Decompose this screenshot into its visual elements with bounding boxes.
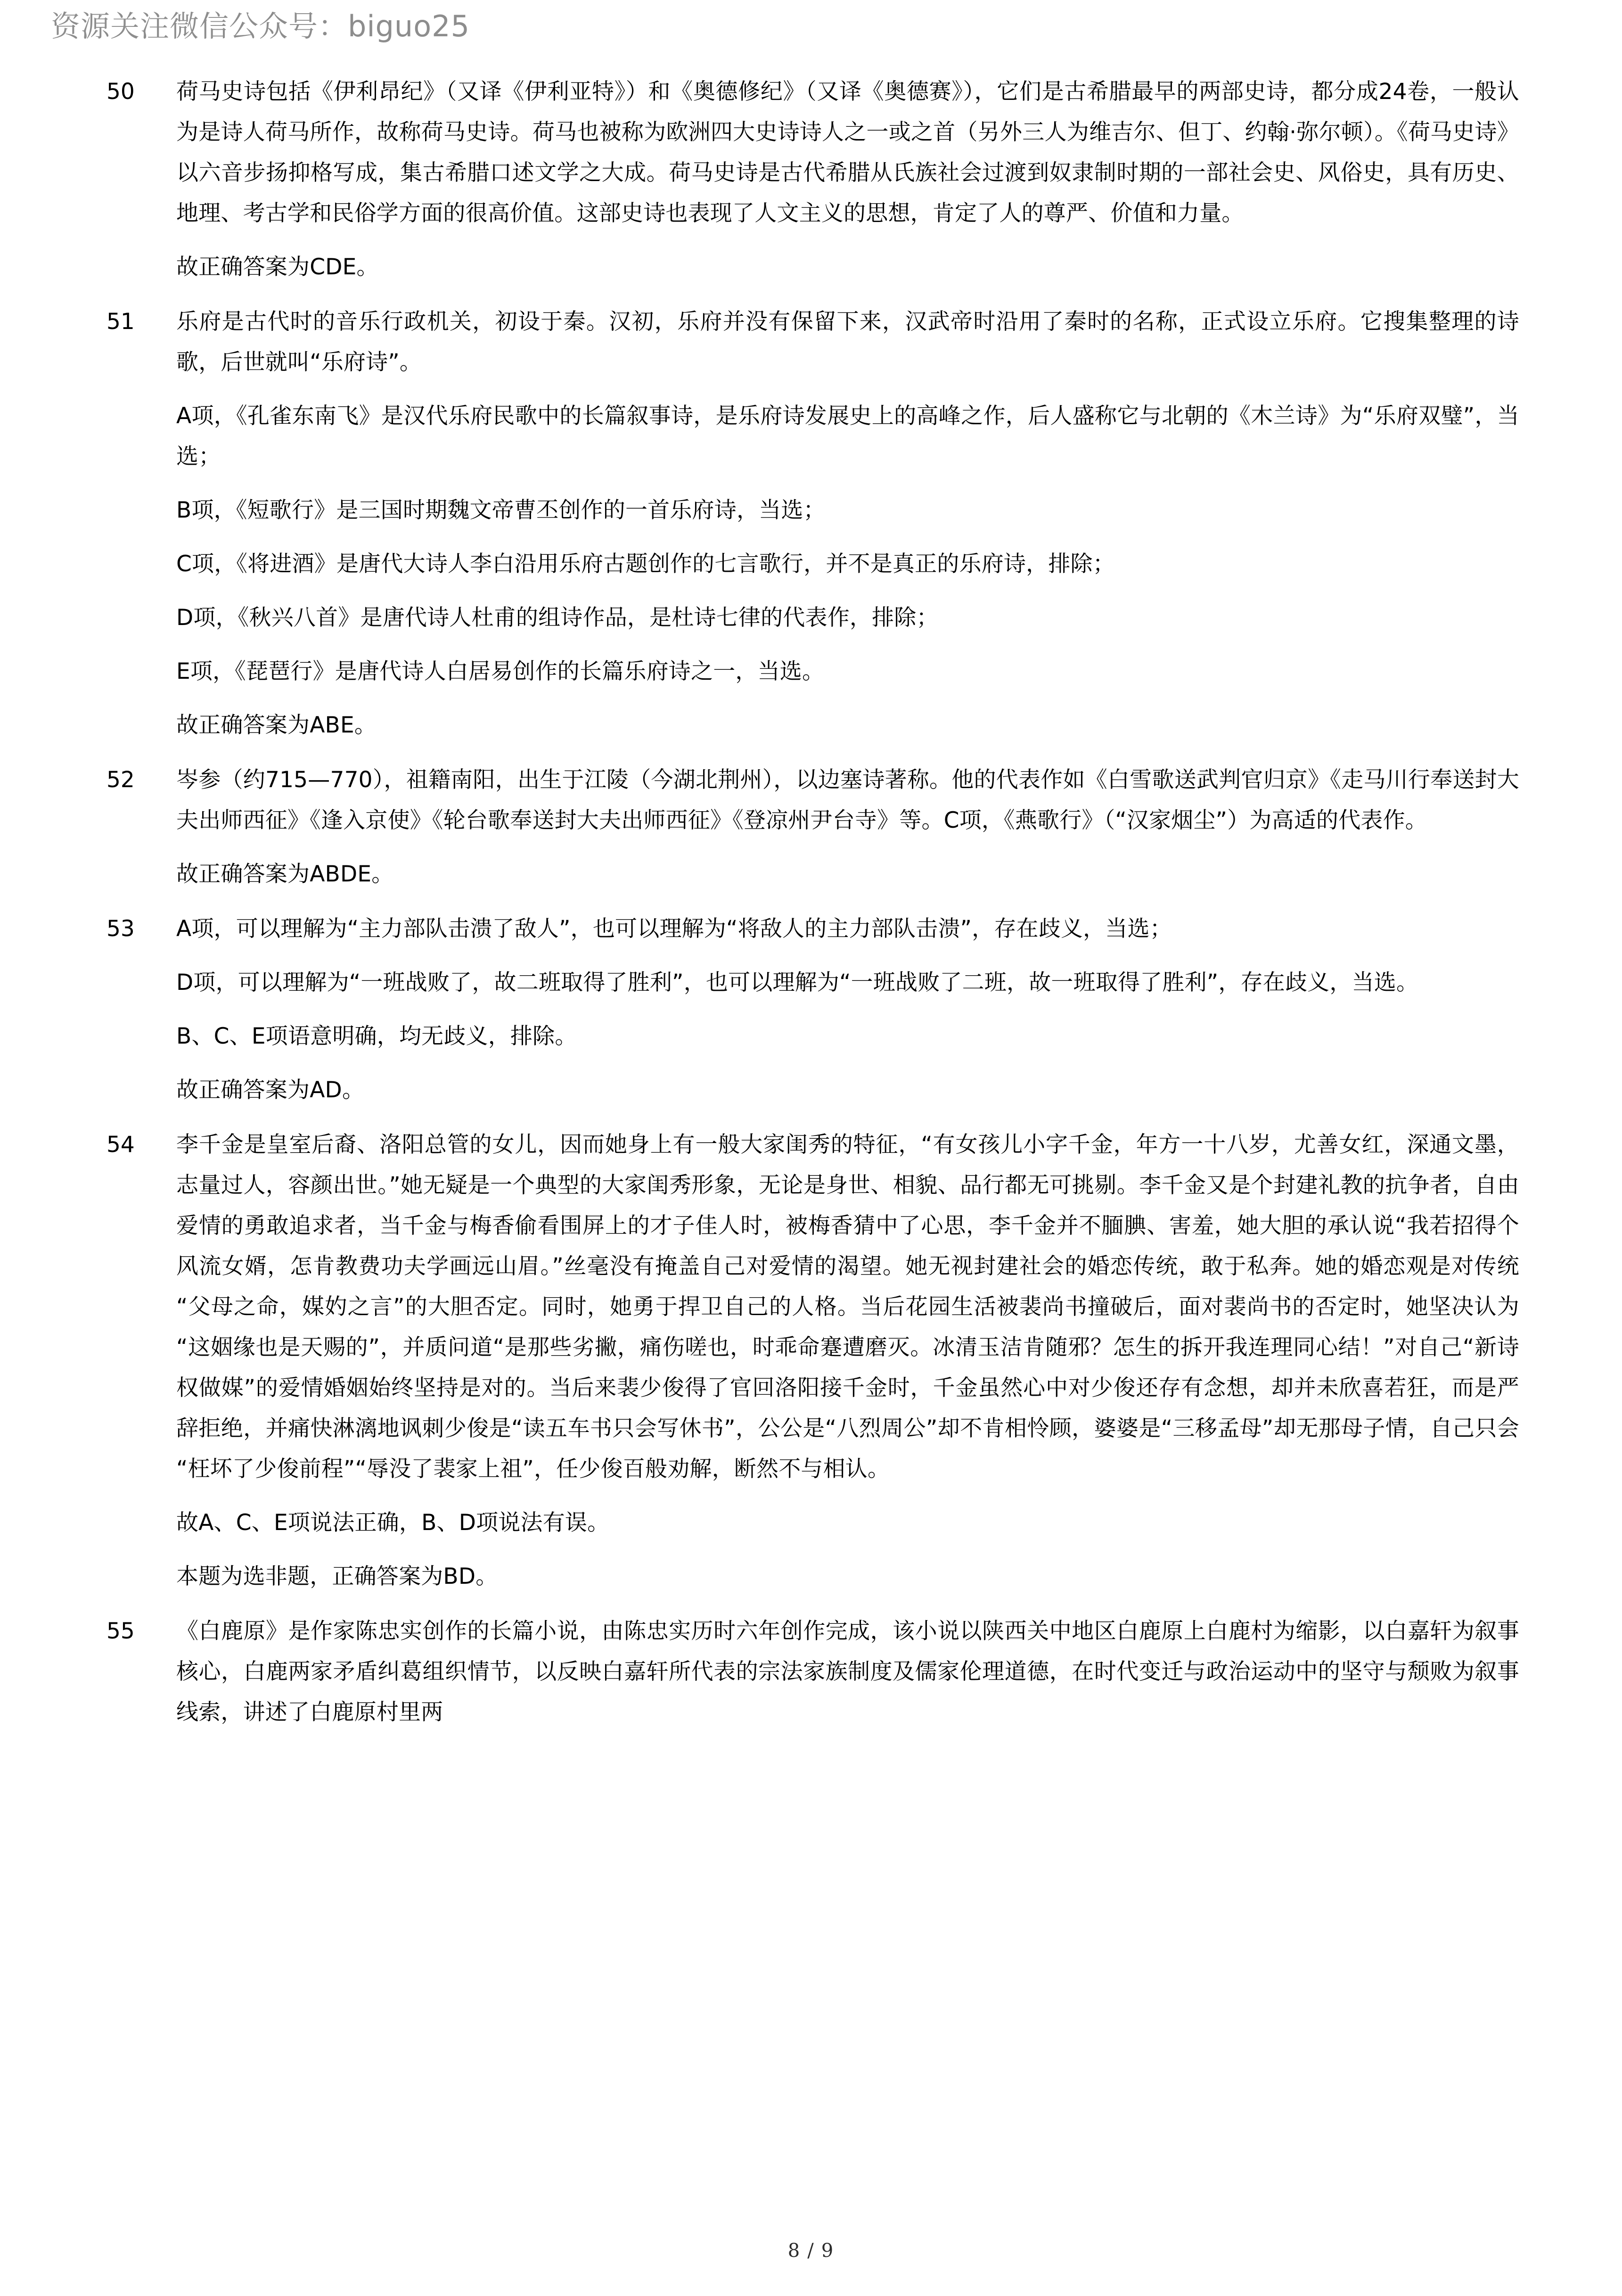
item-number: 52 [106,767,135,793]
item-option-bce: B、C、E项语意明确，均无歧义，排除。 [176,1023,577,1049]
item-paragraph: 乐府是古代时的音乐行政机关，初设于秦。汉初，乐府并没有保留下来，汉武帝时沿用了秦时的名称，正式设立乐府。它搜集整理的诗歌，后世就叫“乐府诗”。 [176,309,1519,375]
item-answer: 故正确答案为ABDE。 [176,861,394,887]
explanation-item [101,760,1519,895]
item-body [176,760,1519,895]
explanation-item [101,909,1519,1111]
item-conclusion: 故A、C、E项说法正确，B、D项说法有误。 [176,1510,610,1536]
item-paragraph: 岑参（约715—770），祖籍南阳，出生于江陵（今湖北荆州），以边塞诗著称。他的代表作如《白雪歌送武判官归京》《走马川行奉送封大夫出师西征》《逢入京使》《轮台歌奉送封大夫出师西征》《登凉州尹台寺》等。C项，《燕歌行》（“汉家烟尘”）为高适的代表作。 [176,767,1519,833]
explanation-item [101,1125,1519,1597]
item-number: 55 [106,1618,135,1644]
footer-total-pages: 9 [821,2240,835,2262]
item-option-d: D项，可以理解为“一班战败了，故二班取得了胜利”，也可以理解为“一班战败了二班，故一班取得了胜利”，存在歧义，当选。 [176,970,1419,996]
item-number: 51 [106,309,135,335]
explanation-item [101,72,1519,288]
page-footer [0,2240,1622,2262]
item-option-b: B项，《短歌行》是三国时期魏文帝曹丕创作的一首乐府诗，当选； [176,497,826,523]
item-body [176,909,1519,1111]
item-option-c: C项，《将进酒》是唐代大诗人李白沿用乐府古题创作的七言歌行，并不是真正的乐府诗，排除； [176,551,1115,577]
explanation-item [101,302,1519,746]
item-number: 50 [106,79,135,105]
item-number: 53 [106,916,135,942]
item-option-e: E项，《琵琶行》是唐代诗人白居易创作的长篇乐府诗之一，当选。 [176,658,825,684]
item-answer: 故正确答案为ABE。 [176,712,377,738]
footer-current-page: 8 [787,2240,801,2262]
item-option-a: A项，《孔雀东南飞》是汉代乐府民歌中的长篇叙事诗，是乐府诗发展史上的高峰之作，后人盛称它与北朝的《木兰诗》为“乐府双璧”，当选； [176,403,1519,469]
explanation-item [101,1611,1519,1733]
explanations-list [101,72,1519,1733]
footer-separator: / [807,2240,815,2262]
item-body [176,1611,1519,1733]
item-body [176,1125,1519,1597]
item-number: 54 [106,1132,135,1158]
item-option-d: D项，《秋兴八首》是唐代诗人杜甫的组诗作品，是杜诗七律的代表作，排除； [176,605,939,631]
item-paragraph: 《白鹿原》是作家陈忠实创作的长篇小说，由陈忠实历时六年创作完成，该小说以陕西关中地区白鹿原上白鹿村为缩影，以白嘉轩为叙事核心，白鹿两家矛盾纠葛组织情节，以反映白嘉轩所代表的宗法家族制度及儒家伦理道德，在时代变迁与政治运动中的坚守与颓败为叙事线索，讲述了白鹿原村里两 [176,1618,1519,1725]
item-answer: 故正确答案为AD。 [176,1077,365,1103]
item-option-a: A项，可以理解为“主力部队击溃了敌人”，也可以理解为“将敌人的主力部队击溃”，存在歧义，当选； [176,916,1172,942]
item-paragraph: 李千金是皇室后裔、洛阳总管的女儿，因而她身上有一般大家闺秀的特征，“有女孩儿小字千金，年方一十八岁，尤善女红，深通文墨，志量过人，容颜出世。”她无疑是一个典型的大家闺秀形象，无论是身世、相貌、品行都无可挑剔。李千金又是个封建礼教的抗争者，自由爱情的勇敢追求者，当千金与梅香偷看围屏上的才子佳人时，被梅香猜中了心思，李千金并不腼腆、害羞，她大胆的承认说“我若招得个风流女婿，怎肯教费功夫学画远山眉。”丝毫没有掩盖自己对爱情的渴望。她无视封建社会的婚恋传统，敢于私奔。她的婚恋观是对传统“父母之命，媒妁之言”的大胆否定。同时，她勇于捍卫自己的人格。当后花园生活被裴尚书撞破后，面对裴尚书的否定时，她坚决认为“这姻缘也是天赐的”，并质问道“是那些劣撇，痛伤嗟也，时乖命蹇遭磨灭。冰清玉洁肯随邪？怎生的拆开我连理同心结！”对自己“新诗权做媒”的爱情婚姻始终坚持是对的。当后来裴少俊得了官回洛阳接千金时，千金虽然心中对少俊还存有念想，却并未欣喜若狂，而是严辞拒绝，并痛快淋漓地讽刺少俊是“读五车书只会写休书”，公公是“八烈周公”却不肯相怜顾，婆婆是“三移孟母”却无那母子情，自己只会“枉坏了少俊前程”“辱没了裴家上祖”，任少俊百般劝解，断然不与相认。 [176,1132,1519,1482]
item-answer: 故正确答案为CDE。 [176,254,379,280]
item-body [176,72,1519,288]
watermark-text: 资源关注微信公众号：biguo25 [51,9,470,43]
item-answer: 本题为选非题，正确答案为BD。 [176,1564,498,1589]
item-body [176,302,1519,746]
item-paragraph: 荷马史诗包括《伊利昂纪》（又译《伊利亚特》）和《奥德修纪》（又译《奥德赛》），它们是古希腊最早的两部史诗，都分成24卷，一般认为是诗人荷马所作，故称荷马史诗。荷马也被称为欧洲四大史诗诗人之一或之首（另外三人为维吉尔、但丁、约翰·弥尔顿）。《荷马史诗》以六音步扬抑格写成，集古希腊口述文学之大成。荷马史诗是古代希腊从氏族社会过渡到奴隶制时期的一部社会史、风俗史，具有历史、地理、考古学和民俗学方面的很高价值。这部史诗也表现了人文主义的思想，肯定了人的尊严、价值和力量。 [176,79,1519,226]
